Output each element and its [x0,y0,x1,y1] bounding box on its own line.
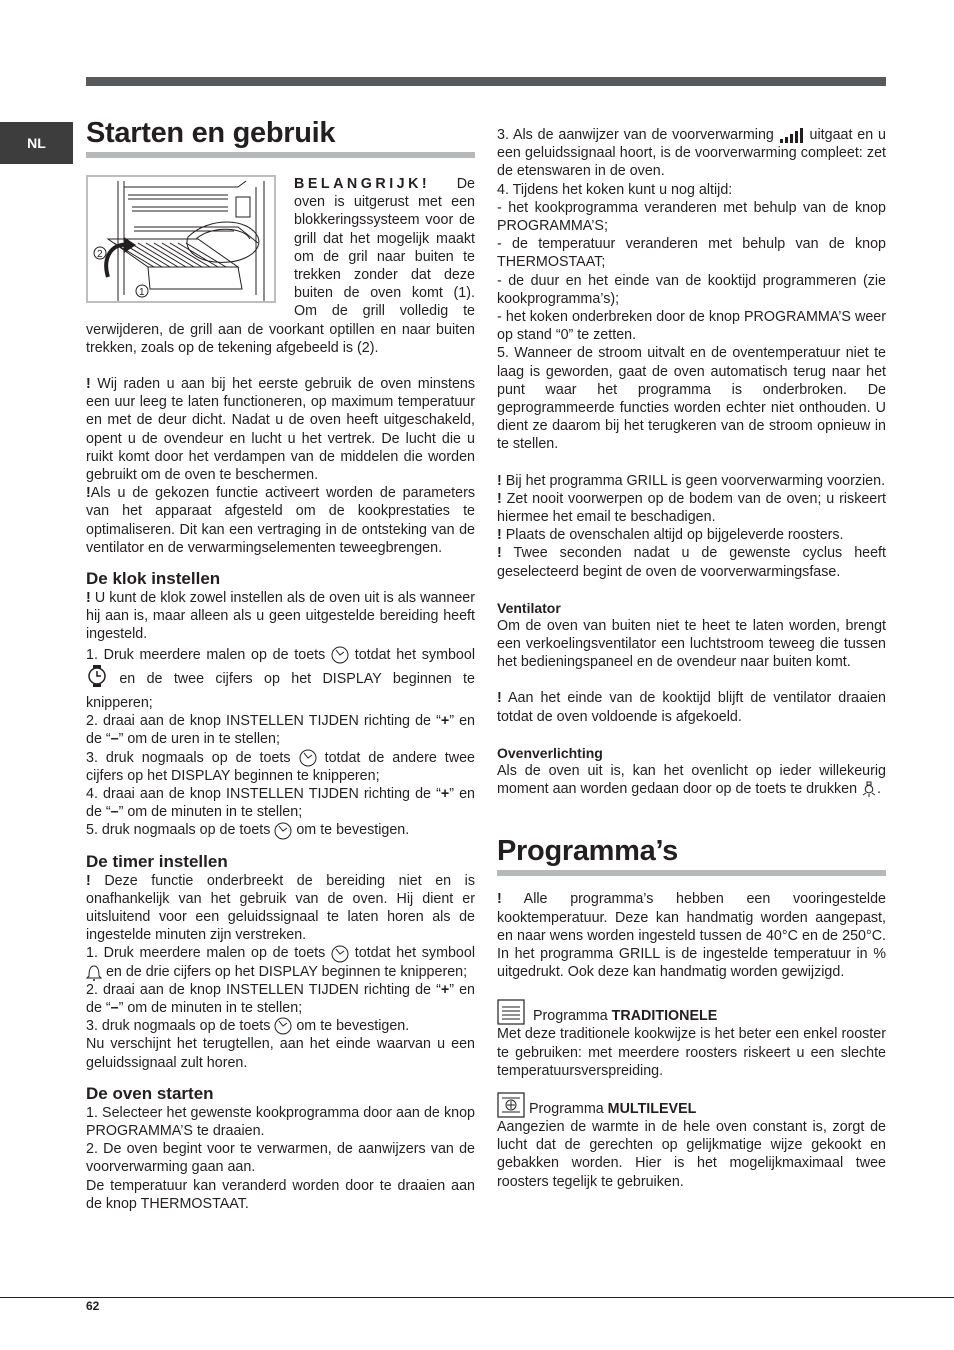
minus-sign: – [110,804,119,821]
light-text: Als de oven uit is, kan het ovenlicht op ieder willekeurig moment aan worden gedaan door op de toets te drukken [497,762,886,798]
klok-warning [86,589,475,644]
warning-mark: ! [497,545,502,562]
step-4: 4. Tijdens het koken kunt u nog altijd: [497,181,733,198]
oven-light-icon [861,780,877,798]
step-text: en de twee cijfers op het DISPLAY beginnen te knipperen; [86,670,475,711]
warning-text: Aan het einde van de kooktijd blijft de ventilator draaien totdat de oven voldoende is afgekoeld. [497,690,886,725]
program-prefix: Programma [533,1008,608,1025]
step-text: ” om de uren in te stellen; [118,731,280,748]
left-column [86,116,475,1213]
warning-grill [497,472,886,490]
warning-roosters [497,526,886,544]
klok-step-3 [86,749,475,785]
step-text: 3. druk nogmaals op de toets [86,749,291,766]
traditionele-text: Met deze traditionele kookwijze is het beter een enkel rooster te gebruiken: met meerdere roosters riskeert u een slechte temperatuursverspreiding. [497,1026,886,1079]
warning-text: Deze functie onderbreekt de bereiding niet en is onafhankelijk van het gebruik van de oven. Hij dient er uitsluitend voor een geluidssignaal te laten horen als de ingestelde minuten zijn verstreken. [86,872,475,944]
program-label [533,1007,717,1025]
oven-step-2: 2. De oven begint voor te verwarmen, de aanwijzers van de voorverwarming gaan aan. [86,1141,475,1176]
intro-continued: Om de grill volledig te verwijderen, de grill aan de voorkant optillen en naar buiten trekken, zoals op de tekening afgebeeld is (2). [86,303,475,356]
program-prefix: Programma [529,1100,604,1117]
step-text: om te bevestigen. [296,822,410,839]
intro-text: De oven is uitgerust met een blokkeringssysteem voor de grill dat het mogelijk maakt om de gril naar buiten te trekken zonder dat deze buiten de oven komt (1). [294,176,475,302]
step-text: om te bevestigen. [296,1018,410,1035]
clock-button-icon [331,646,349,664]
step-text: 3. druk nogmaals op de toets [86,1018,271,1035]
warning-text: Plaats de ovenschalen altijd op bijgeleverde roosters. [505,527,844,544]
step-text: totdat het symbool [354,945,476,962]
step-text: totdat het symbool [354,646,476,663]
plus-sign: + [440,713,450,730]
multilevel-text: Aangezien de warmte in de hele oven constant is, zorgt de lucht dat de gerechten op gelijkmatige wijze gekookt en gebakken worden. Hier is het mogelijkmaximaal twee roosters tegelijk te gebruiken. [497,1118,886,1190]
minus-sign: – [110,731,119,748]
warning-first-use [86,375,475,484]
warning-mark: ! [497,891,502,908]
step-text: 1. Druk meerdere malen op de toets [86,646,326,663]
section-title-programmas: Programma’s [497,834,886,876]
warning-text: U kunt de klok zowel instellen als de oven uit is als wanneer hij aan is, maar alleen als u geen uitgestelde bereiding heeft ingesteld. [86,590,475,643]
top-rule [86,77,886,86]
timer-step-3 [86,1017,475,1035]
step-text: ” en de “ [86,981,475,1016]
timer-warning [86,872,475,945]
step-5: 5. Wanneer de stroom uitvalt en de oventemperatuur niet te laag is geworden, gaat de oven automatisch terug naar het punt waar het programma is onderbroken. De geprogrammeerde functies worden echter niet onthouden. U dient ze daarom bij het terugkeren van de stroom opnieuw in te stellen. [497,345,886,453]
warning-function [86,484,475,557]
section-title-starten: Starten en gebruik [86,116,475,158]
step-text: totdat de andere twee cijfers op het DISPLAY beginnen te knipperen; [86,749,475,784]
program-name: MULTILEVEL [607,1100,697,1117]
step-text: 2. draai aan de knop INSTELLEN TIJDEN richting de “ [86,981,441,998]
warning-mark: ! [497,690,502,707]
light-text-end: . [877,781,882,798]
clock-symbol-icon [86,664,108,694]
clock-button-icon [331,945,349,963]
warning-bodem [497,490,886,526]
step-4b: - de temperatuur veranderen met behulp van de knop THERMOSTAAT; [497,236,886,271]
program-name: TRADITIONELE [611,1008,718,1025]
subtitle-oven-starten: De oven starten [86,1083,214,1103]
page-number: 62 [86,1299,100,1313]
plus-sign: + [440,785,450,802]
warning-text: Bij het programma GRILL is geen voorverwarming voorzien. [505,472,886,489]
preheat-indicator-icon [779,127,805,143]
step-4d: - het koken onderbreken door de knop PROGRAMMA’S weer op stand “0” te zetten. [497,309,886,344]
step-text: en de drie cijfers op het DISPLAY beginnen te knipperen; [105,963,468,980]
right-column [497,126,886,1191]
klok-step-1 [86,646,475,712]
clock-button-icon [299,749,317,767]
step-text: ” om de minuten in te stellen; [118,804,303,821]
subtitle-timer: De timer instellen [86,851,228,871]
warning-cyclus [497,544,886,580]
step-text: 1. Druk meerdere malen op de toets [86,945,326,962]
language-tab [0,122,73,164]
grill-figure [86,175,276,303]
step-4c: - de duur en het einde van de kooktijd programmeren (zie kookprogramma’s); [497,272,886,307]
step-text: ” om de minuten in te stellen; [118,1000,303,1016]
warning-text: Als u de gekozen functie activeert worden de parameters van het apparaat afgesteld om de kookprestaties te optimaliseren. Dit kan een vertraging in de ontsteking van de ventilator en de verwarmingselementen teweegbrengen. [86,485,475,556]
warning-text: Wij raden u aan bij het eerste gebruik de oven minstens een uur leeg te laten functioneren, op maximum temperatuur en met de deur dicht. Nadat u de oven heeft uitgeschakeld, opent u de ovendeur en lucht u het vertrek. De lucht die u ruikt komt door het verdampen van de middelen die worden gebruikt om de oven te beschermen. [86,376,475,484]
step-text: 3. Als de aanwijzer van de voorverwarming [497,127,774,143]
step-4a: - het kookprogramma veranderen met behulp van de knop PROGRAMMA’S; [497,199,886,235]
program-traditionele [497,999,886,1025]
warning-text: Alle programma’s hebben een vooringestelde kooktemperatuur. Deze kan handmatig worden aangepast, en naar wens worden ingesteld tussen de 40°C en de 250°C. In het programma GRILL is de ingestelde temperatuur in % uitgedrukt. Ook deze kan handmatig worden gewijzigd. [497,891,886,981]
ventilator-warning [497,689,886,725]
step-3 [497,126,886,181]
timer-step-1 [86,944,475,980]
oven-step-3: De temperatuur kan veranderd worden door te draaien aan de knop THERMOSTAAT. [86,1177,475,1212]
programmas-warning [497,890,886,981]
warning-mark: ! [86,590,91,607]
step-text: uitgaat en u een geluidssignaal hoort, is de voorverwarming compleet: zet de etenswaren in de oven. [497,127,886,180]
warning-mark: ! [497,527,502,544]
warning-mark: ! [497,472,502,489]
warning-mark: ! [86,376,91,393]
ventilator-text: Om de oven van buiten niet te heet te laten worden, brengt een verkoelingsventilator een luchtstroom teweeg die tussen het bedieningspaneel en de ovendeur naar buiten komt. [497,617,886,671]
figure-label-2: 2 [97,249,103,260]
belangrijk-label: BELANGRIJK! [294,176,431,192]
plus-sign: + [440,981,450,998]
minus-sign: – [110,1000,119,1016]
timer-step-2 [86,981,475,1017]
warning-text: Twee seconden nadat u de gewenste cyclus heeft geselecteerd begint de oven de voorverwarmingsfase. [497,545,886,580]
klok-step-4 [86,785,475,821]
multilevel-program-icon [497,1092,525,1118]
oven-step-1: 1. Selecteer het gewenste kookprogramma door aan de knop PROGRAMMA’S te draaien. [86,1104,475,1140]
warning-mark: ! [86,485,91,502]
figure-label-1: 1 [139,287,145,298]
oven-grill-illustration [88,177,274,301]
subtitle-ventilator: Ventilator [497,599,561,616]
clock-button-icon [274,822,292,840]
footer-rule [0,1297,954,1298]
step-text: ” en de “ [86,713,475,748]
klok-step-5 [86,821,475,839]
step-text: 4. draai aan de knop INSTELLEN TIJDEN richting de “ [86,785,441,802]
warning-text: Zet nooit voorwerpen op de bodem van de oven; u riskeert hiermee het email te beschadigen. [497,490,886,526]
warning-mark: ! [86,872,91,889]
program-multilevel [497,1092,886,1118]
klok-step-2 [86,712,475,748]
ovenverlichting-text [497,762,886,798]
language-label: NL [27,135,46,151]
traditional-program-icon [497,999,525,1025]
clock-button-icon [274,1017,292,1035]
bell-icon [86,963,102,981]
step-text: 5. druk nogmaals op de toets [86,822,271,839]
timer-end: Nu verschijnt het terugtellen, aan het einde waarvan u een geluidssignaal zult horen. [86,1036,475,1071]
subtitle-klok: De klok instellen [86,569,221,589]
subtitle-ovenverlichting: Ovenverlichting [497,744,603,761]
warning-mark: ! [497,490,502,507]
step-text: ” en de “ [86,785,475,821]
step-text: 2. draai aan de knop INSTELLEN TIJDEN richting de “ [86,713,441,730]
program-label [529,1100,696,1118]
